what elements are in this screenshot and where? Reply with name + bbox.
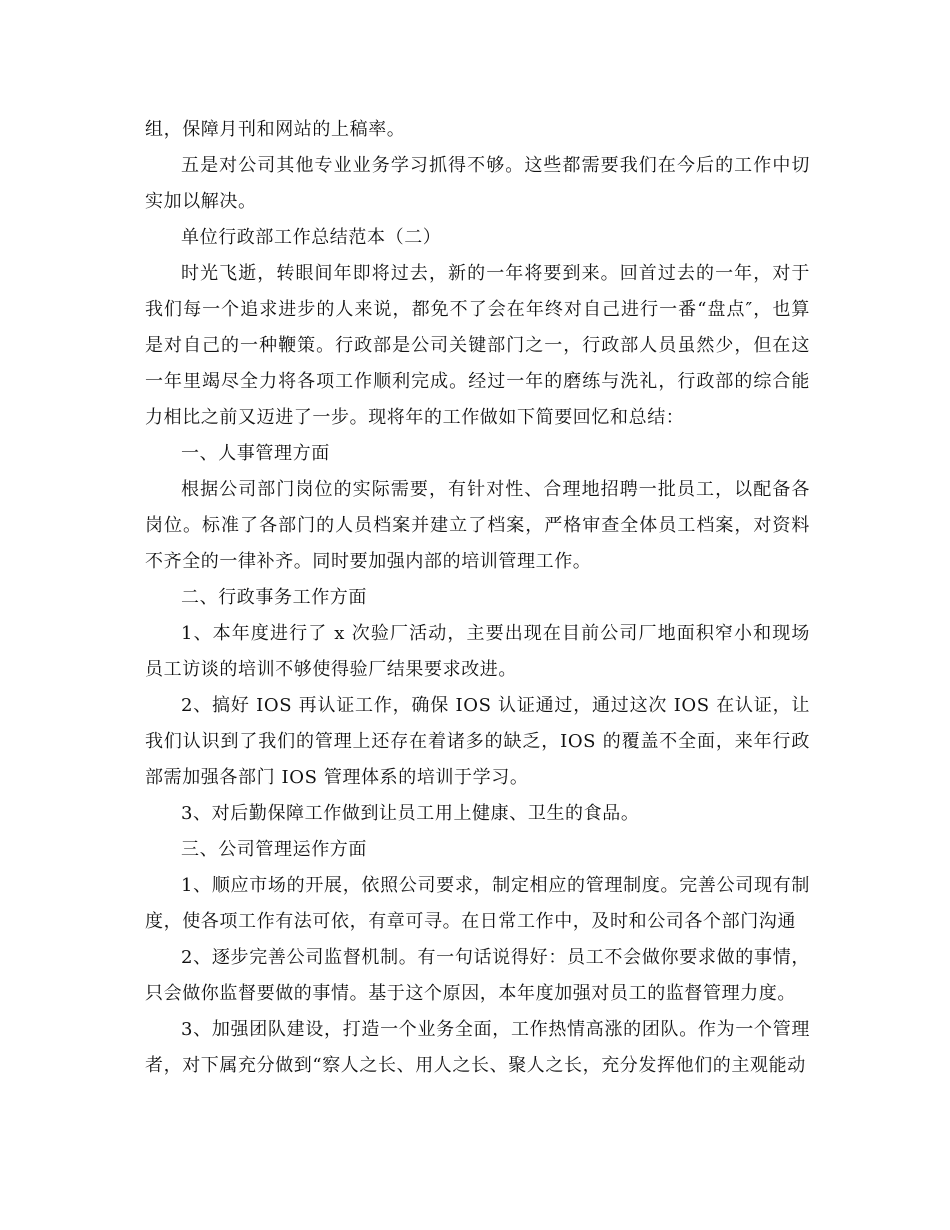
section-heading: 一、人事管理方面 [181, 443, 330, 464]
paragraph: 2、逐步完善公司监督机制。有一句话说得好：员工不会做你要求做的事情，只会做你监督要做的事情。基于这个原因，本年度加强对员工的监督管理力度。 [145, 947, 810, 1004]
paragraph: 1、顺应市场的开展，依照公司要求，制定相应的管理制度。完善公司现有制度，使各项工作有法可依，有章可寻。在日常工作中，及时和公司各个部门沟通 [145, 875, 810, 932]
paragraph: 根据公司部门岗位的实际需要，有针对性、合理地招聘一批员工，以配备各岗位。标准了各部门的人员档案并建立了档案，严格审查全体员工档案，对资料不齐全的一律补齐。同时要加强内部的培训管理工作。 [145, 479, 810, 572]
paragraph: 2、搞好 IOS 再认证工作，确保 IOS 认证通过，通过这次 IOS 在认证，让我们认识到了我们的管理上还存在着诸多的缺乏，IOS 的覆盖不全面，来年行政部需加强各部门 IOS 管理体系的培训于学习。 [145, 695, 810, 788]
section-heading: 三、公司管理运作方面 [181, 839, 367, 860]
paragraph: 3、对后勤保障工作做到让员工用上健康、卫生的食品。 [181, 803, 640, 824]
section-heading: 二、行政事务工作方面 [181, 587, 367, 608]
paragraph: 1、本年度进行了 x 次验厂活动，主要出现在目前公司厂地面积窄小和现场员工访谈的培训不够使得验厂结果要求改进。 [145, 623, 810, 680]
paragraph: 时光飞逝，转眼间年即将过去，新的一年将要到来。回首过去的一年，对于我们每一个追求进步的人来说，都免不了会在年终对自己进行一番“盘点″，也算是对自己的一种鞭策。行政部是公司关键部门之一，行政部人员虽然少，但在这一年里竭尽全力将各项工作顺利完成。经过一年的磨练与洗礼，行政部的综合能力相比之前又迈进了一步。现将年的工作做如下简要回忆和总结： [145, 263, 810, 428]
paragraph: 3、加强团队建设，打造一个业务全面，工作热情高涨的团队。作为一个管理者，对下属充分做到“察人之长、用人之长、聚人之长，充分发挥他们的主观能动 [145, 1019, 810, 1076]
paragraph: 五是对公司其他专业业务学习抓得不够。这些都需要我们在今后的工作中切实加以解决。 [145, 155, 810, 212]
section-title: 单位行政部工作总结范本（二） [181, 227, 442, 248]
document-body [145, 112, 810, 1084]
paragraph: 组，保障月刊和网站的上稿率。 [145, 119, 406, 140]
